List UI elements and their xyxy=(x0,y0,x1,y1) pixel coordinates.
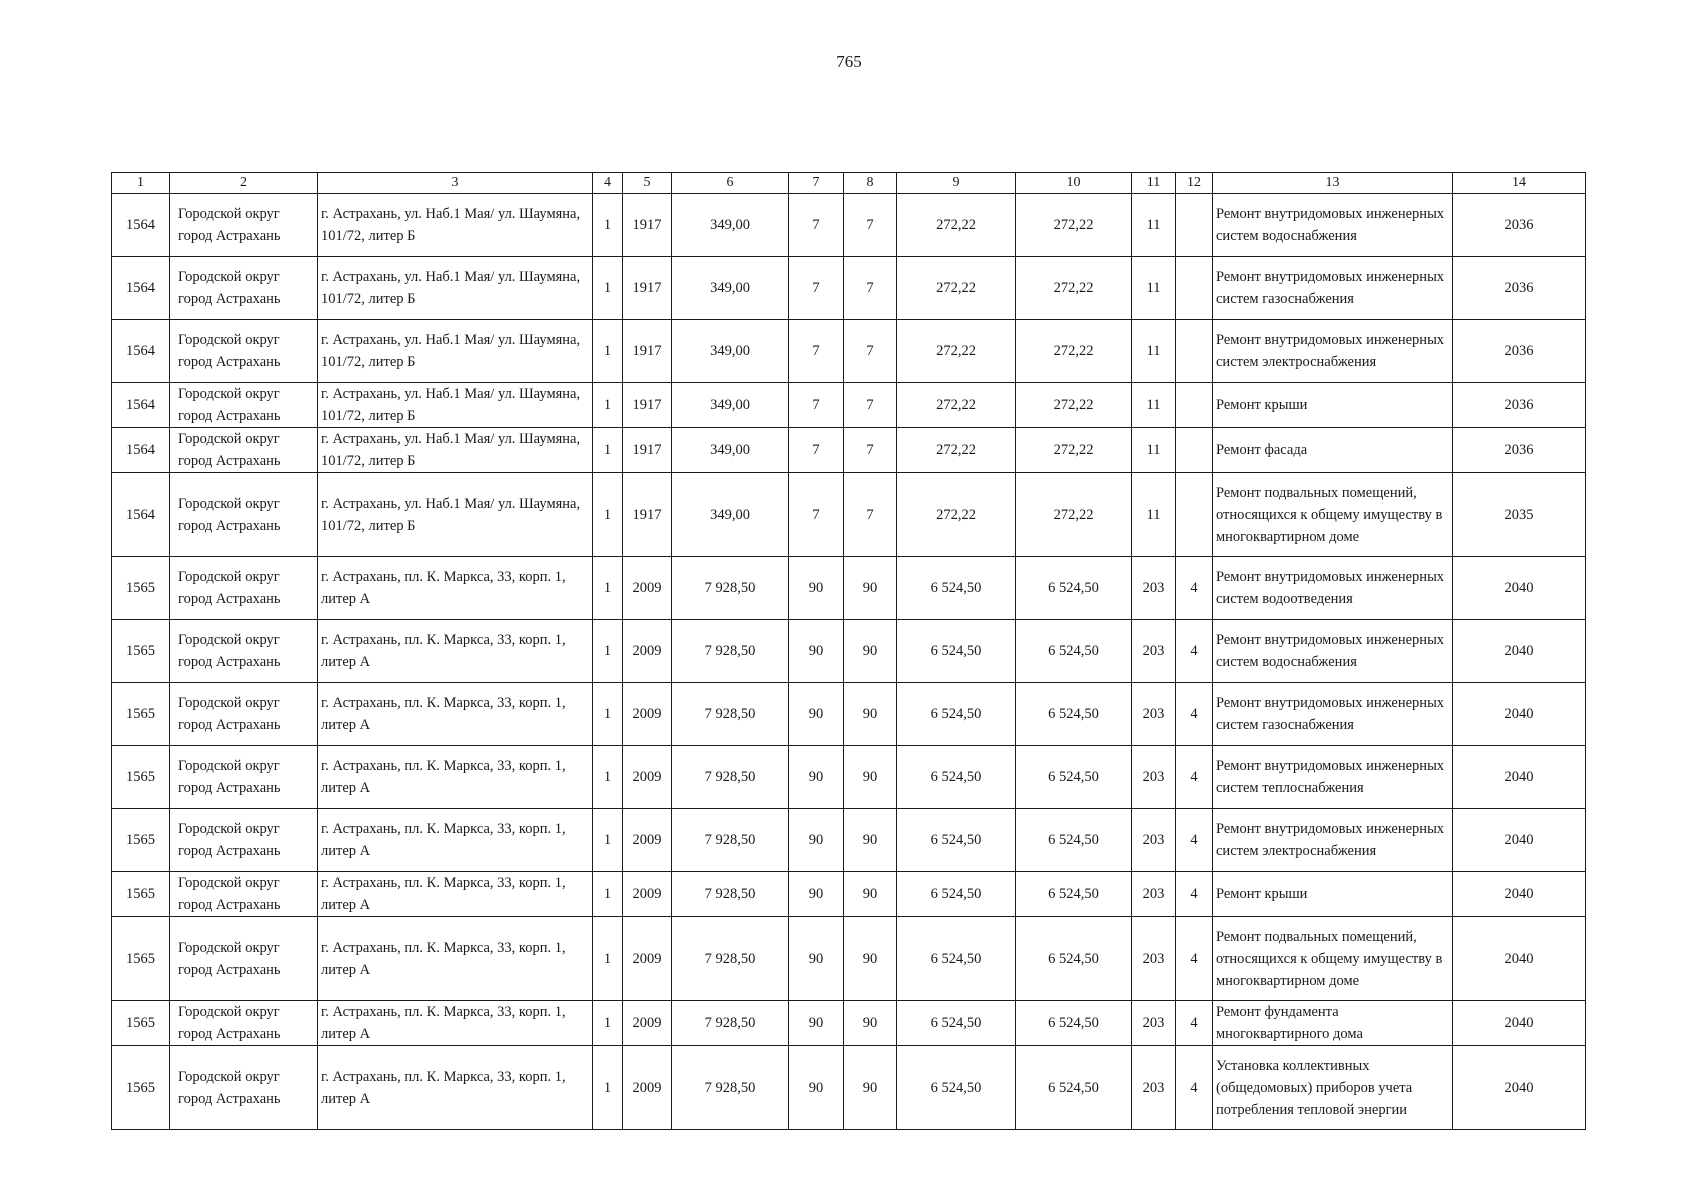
house-id-cell: 1564 xyxy=(112,320,170,383)
area-cell-9: 272,22 xyxy=(897,320,1016,383)
work-type-cell: Ремонт крыши xyxy=(1213,872,1453,917)
cell-7: 7 xyxy=(789,383,844,428)
cell-12 xyxy=(1176,320,1213,383)
year-cell: 1917 xyxy=(623,194,672,257)
area-total-cell: 7 928,50 xyxy=(672,917,789,1001)
qty-cell: 1 xyxy=(593,194,623,257)
work-type-cell: Ремонт внутридомовых инженерных систем водоотведения xyxy=(1213,557,1453,620)
cell-7: 7 xyxy=(789,194,844,257)
house-id-cell: 1565 xyxy=(112,1046,170,1130)
capital-repair-table xyxy=(111,172,1586,1130)
municipality-cell: Городской округ город Астрахань xyxy=(170,620,318,683)
table-row xyxy=(112,557,1586,620)
municipality-cell: Городской округ город Астрахань xyxy=(170,1001,318,1046)
cell-12 xyxy=(1176,428,1213,473)
municipality-cell: Городской округ город Астрахань xyxy=(170,1046,318,1130)
work-type-cell: Ремонт подвальных помещений, относящихся к общему имуществу в многоквартирном доме xyxy=(1213,917,1453,1001)
column-header: 2 xyxy=(170,173,318,194)
column-header: 13 xyxy=(1213,173,1453,194)
cell-12: 4 xyxy=(1176,746,1213,809)
cell-8: 7 xyxy=(844,194,897,257)
column-header: 6 xyxy=(672,173,789,194)
cell-8: 90 xyxy=(844,620,897,683)
residents-cell: 203 xyxy=(1132,872,1176,917)
house-id-cell: 1565 xyxy=(112,809,170,872)
municipality-cell: Городской округ город Астрахань xyxy=(170,809,318,872)
address-cell: г. Астрахань, пл. К. Маркса, 33, корп. 1, литер А xyxy=(318,1046,593,1130)
work-type-cell: Ремонт внутридомовых инженерных систем электроснабжения xyxy=(1213,320,1453,383)
area-cell-9: 6 524,50 xyxy=(897,917,1016,1001)
qty-cell: 1 xyxy=(593,320,623,383)
area-total-cell: 349,00 xyxy=(672,428,789,473)
residents-cell: 11 xyxy=(1132,473,1176,557)
table-row xyxy=(112,428,1586,473)
column-header: 3 xyxy=(318,173,593,194)
residents-cell: 203 xyxy=(1132,917,1176,1001)
cell-8: 90 xyxy=(844,917,897,1001)
municipality-cell: Городской округ город Астрахань xyxy=(170,257,318,320)
year-planned-cell: 2036 xyxy=(1453,257,1586,320)
municipality-cell: Городской округ город Астрахань xyxy=(170,557,318,620)
area-cell-9: 6 524,50 xyxy=(897,1046,1016,1130)
residents-cell: 11 xyxy=(1132,383,1176,428)
column-header: 11 xyxy=(1132,173,1176,194)
municipality-cell: Городской округ город Астрахань xyxy=(170,872,318,917)
cell-8: 90 xyxy=(844,683,897,746)
column-header: 8 xyxy=(844,173,897,194)
area-total-cell: 349,00 xyxy=(672,383,789,428)
table-row xyxy=(112,809,1586,872)
column-header: 14 xyxy=(1453,173,1586,194)
area-cell-9: 272,22 xyxy=(897,428,1016,473)
municipality-cell: Городской округ город Астрахань xyxy=(170,383,318,428)
column-header: 5 xyxy=(623,173,672,194)
table-body xyxy=(112,194,1586,1130)
cell-8: 90 xyxy=(844,1001,897,1046)
area-cell-9: 6 524,50 xyxy=(897,872,1016,917)
table-row xyxy=(112,257,1586,320)
year-planned-cell: 2040 xyxy=(1453,1001,1586,1046)
year-cell: 2009 xyxy=(623,620,672,683)
house-id-cell: 1565 xyxy=(112,1001,170,1046)
address-cell: г. Астрахань, пл. К. Маркса, 33, корп. 1, литер А xyxy=(318,620,593,683)
area-total-cell: 7 928,50 xyxy=(672,1046,789,1130)
municipality-cell: Городской округ город Астрахань xyxy=(170,194,318,257)
cell-7: 90 xyxy=(789,746,844,809)
table-row xyxy=(112,620,1586,683)
table-row xyxy=(112,917,1586,1001)
year-cell: 2009 xyxy=(623,809,672,872)
area-cell-10: 272,22 xyxy=(1016,383,1132,428)
year-planned-cell: 2040 xyxy=(1453,746,1586,809)
residents-cell: 203 xyxy=(1132,1001,1176,1046)
work-type-cell: Ремонт внутридомовых инженерных систем газоснабжения xyxy=(1213,683,1453,746)
house-id-cell: 1564 xyxy=(112,194,170,257)
table-row xyxy=(112,320,1586,383)
qty-cell: 1 xyxy=(593,383,623,428)
year-planned-cell: 2040 xyxy=(1453,557,1586,620)
year-cell: 1917 xyxy=(623,383,672,428)
work-type-cell: Ремонт внутридомовых инженерных систем теплоснабжения xyxy=(1213,746,1453,809)
area-total-cell: 7 928,50 xyxy=(672,746,789,809)
year-planned-cell: 2040 xyxy=(1453,872,1586,917)
residents-cell: 11 xyxy=(1132,257,1176,320)
area-cell-10: 6 524,50 xyxy=(1016,917,1132,1001)
column-header: 12 xyxy=(1176,173,1213,194)
residents-cell: 11 xyxy=(1132,194,1176,257)
address-cell: г. Астрахань, пл. К. Маркса, 33, корп. 1, литер А xyxy=(318,917,593,1001)
year-planned-cell: 2035 xyxy=(1453,473,1586,557)
qty-cell: 1 xyxy=(593,809,623,872)
qty-cell: 1 xyxy=(593,1046,623,1130)
residents-cell: 203 xyxy=(1132,683,1176,746)
table-row xyxy=(112,683,1586,746)
qty-cell: 1 xyxy=(593,917,623,1001)
column-header: 7 xyxy=(789,173,844,194)
area-cell-9: 6 524,50 xyxy=(897,620,1016,683)
area-total-cell: 7 928,50 xyxy=(672,620,789,683)
cell-7: 90 xyxy=(789,917,844,1001)
year-planned-cell: 2040 xyxy=(1453,620,1586,683)
residents-cell: 203 xyxy=(1132,746,1176,809)
address-cell: г. Астрахань, пл. К. Маркса, 33, корп. 1, литер А xyxy=(318,746,593,809)
work-type-cell: Ремонт фасада xyxy=(1213,428,1453,473)
house-id-cell: 1565 xyxy=(112,620,170,683)
municipality-cell: Городской округ город Астрахань xyxy=(170,320,318,383)
year-planned-cell: 2036 xyxy=(1453,194,1586,257)
cell-7: 7 xyxy=(789,473,844,557)
cell-7: 90 xyxy=(789,872,844,917)
table-row xyxy=(112,473,1586,557)
address-cell: г. Астрахань, ул. Наб.1 Мая/ ул. Шаумяна, 101/72, литер Б xyxy=(318,320,593,383)
cell-8: 7 xyxy=(844,257,897,320)
municipality-cell: Городской округ город Астрахань xyxy=(170,917,318,1001)
cell-7: 7 xyxy=(789,257,844,320)
year-cell: 2009 xyxy=(623,557,672,620)
area-cell-10: 272,22 xyxy=(1016,320,1132,383)
cell-12: 4 xyxy=(1176,809,1213,872)
area-total-cell: 7 928,50 xyxy=(672,1001,789,1046)
area-cell-10: 272,22 xyxy=(1016,257,1132,320)
house-id-cell: 1564 xyxy=(112,383,170,428)
table-row xyxy=(112,872,1586,917)
address-cell: г. Астрахань, ул. Наб.1 Мая/ ул. Шаумяна, 101/72, литер Б xyxy=(318,383,593,428)
column-header: 4 xyxy=(593,173,623,194)
qty-cell: 1 xyxy=(593,473,623,557)
table-row xyxy=(112,194,1586,257)
area-cell-10: 6 524,50 xyxy=(1016,746,1132,809)
area-cell-10: 6 524,50 xyxy=(1016,1001,1132,1046)
area-cell-9: 6 524,50 xyxy=(897,683,1016,746)
work-type-cell: Ремонт подвальных помещений, относящихся к общему имуществу в многоквартирном доме xyxy=(1213,473,1453,557)
year-cell: 1917 xyxy=(623,473,672,557)
house-id-cell: 1564 xyxy=(112,473,170,557)
work-type-cell: Ремонт фундамента многоквартирного дома xyxy=(1213,1001,1453,1046)
cell-8: 90 xyxy=(844,809,897,872)
residents-cell: 203 xyxy=(1132,557,1176,620)
area-cell-9: 272,22 xyxy=(897,383,1016,428)
work-type-cell: Установка коллективных (общедомовых) приборов учета потребления тепловой энергии xyxy=(1213,1046,1453,1130)
year-planned-cell: 2040 xyxy=(1453,917,1586,1001)
residents-cell: 203 xyxy=(1132,1046,1176,1130)
house-id-cell: 1565 xyxy=(112,872,170,917)
area-total-cell: 349,00 xyxy=(672,194,789,257)
table-row xyxy=(112,383,1586,428)
work-type-cell: Ремонт внутридомовых инженерных систем водоснабжения xyxy=(1213,194,1453,257)
address-cell: г. Астрахань, ул. Наб.1 Мая/ ул. Шаумяна, 101/72, литер Б xyxy=(318,257,593,320)
qty-cell: 1 xyxy=(593,872,623,917)
area-total-cell: 7 928,50 xyxy=(672,683,789,746)
column-header: 10 xyxy=(1016,173,1132,194)
year-cell: 2009 xyxy=(623,1001,672,1046)
address-cell: г. Астрахань, пл. К. Маркса, 33, корп. 1, литер А xyxy=(318,557,593,620)
municipality-cell: Городской округ город Астрахань xyxy=(170,746,318,809)
area-total-cell: 7 928,50 xyxy=(672,557,789,620)
year-cell: 2009 xyxy=(623,1046,672,1130)
municipality-cell: Городской округ город Астрахань xyxy=(170,683,318,746)
residents-cell: 203 xyxy=(1132,620,1176,683)
year-cell: 2009 xyxy=(623,917,672,1001)
house-id-cell: 1564 xyxy=(112,428,170,473)
area-cell-10: 6 524,50 xyxy=(1016,809,1132,872)
municipality-cell: Городской округ город Астрахань xyxy=(170,428,318,473)
residents-cell: 11 xyxy=(1132,428,1176,473)
qty-cell: 1 xyxy=(593,746,623,809)
cell-7: 7 xyxy=(789,428,844,473)
cell-7: 90 xyxy=(789,1001,844,1046)
house-id-cell: 1565 xyxy=(112,683,170,746)
year-cell: 1917 xyxy=(623,320,672,383)
work-type-cell: Ремонт внутридомовых инженерных систем электроснабжения xyxy=(1213,809,1453,872)
area-cell-9: 272,22 xyxy=(897,194,1016,257)
house-id-cell: 1564 xyxy=(112,257,170,320)
address-cell: г. Астрахань, пл. К. Маркса, 33, корп. 1, литер А xyxy=(318,1001,593,1046)
work-type-cell: Ремонт внутридомовых инженерных систем водоснабжения xyxy=(1213,620,1453,683)
area-cell-10: 6 524,50 xyxy=(1016,1046,1132,1130)
cell-7: 90 xyxy=(789,809,844,872)
table-row xyxy=(112,1046,1586,1130)
cell-8: 90 xyxy=(844,1046,897,1130)
area-cell-10: 6 524,50 xyxy=(1016,683,1132,746)
area-cell-10: 272,22 xyxy=(1016,473,1132,557)
qty-cell: 1 xyxy=(593,620,623,683)
area-cell-9: 272,22 xyxy=(897,257,1016,320)
area-cell-10: 272,22 xyxy=(1016,428,1132,473)
cell-12: 4 xyxy=(1176,557,1213,620)
table-row xyxy=(112,1001,1586,1046)
year-planned-cell: 2036 xyxy=(1453,320,1586,383)
area-total-cell: 7 928,50 xyxy=(672,809,789,872)
year-cell: 2009 xyxy=(623,683,672,746)
cell-12: 4 xyxy=(1176,620,1213,683)
qty-cell: 1 xyxy=(593,557,623,620)
year-cell: 2009 xyxy=(623,872,672,917)
cell-7: 90 xyxy=(789,683,844,746)
area-total-cell: 349,00 xyxy=(672,320,789,383)
address-cell: г. Астрахань, пл. К. Маркса, 33, корп. 1, литер А xyxy=(318,809,593,872)
cell-12 xyxy=(1176,194,1213,257)
year-planned-cell: 2040 xyxy=(1453,809,1586,872)
area-total-cell: 7 928,50 xyxy=(672,872,789,917)
year-planned-cell: 2040 xyxy=(1453,1046,1586,1130)
work-type-cell: Ремонт внутридомовых инженерных систем газоснабжения xyxy=(1213,257,1453,320)
area-cell-9: 272,22 xyxy=(897,473,1016,557)
qty-cell: 1 xyxy=(593,428,623,473)
house-id-cell: 1565 xyxy=(112,917,170,1001)
area-cell-9: 6 524,50 xyxy=(897,809,1016,872)
municipality-cell: Городской округ город Астрахань xyxy=(170,473,318,557)
cell-8: 90 xyxy=(844,557,897,620)
area-total-cell: 349,00 xyxy=(672,473,789,557)
cell-12: 4 xyxy=(1176,1046,1213,1130)
cell-8: 7 xyxy=(844,383,897,428)
cell-12: 4 xyxy=(1176,683,1213,746)
area-cell-9: 6 524,50 xyxy=(897,557,1016,620)
cell-8: 7 xyxy=(844,473,897,557)
year-cell: 1917 xyxy=(623,428,672,473)
cell-12: 4 xyxy=(1176,1001,1213,1046)
cell-7: 90 xyxy=(789,557,844,620)
cell-12 xyxy=(1176,383,1213,428)
residents-cell: 11 xyxy=(1132,320,1176,383)
area-cell-10: 6 524,50 xyxy=(1016,872,1132,917)
residents-cell: 203 xyxy=(1132,809,1176,872)
page-number: 765 xyxy=(836,52,862,71)
cell-12 xyxy=(1176,473,1213,557)
qty-cell: 1 xyxy=(593,1001,623,1046)
address-cell: г. Астрахань, ул. Наб.1 Мая/ ул. Шаумяна, 101/72, литер Б xyxy=(318,428,593,473)
cell-8: 90 xyxy=(844,746,897,809)
cell-7: 90 xyxy=(789,620,844,683)
qty-cell: 1 xyxy=(593,257,623,320)
qty-cell: 1 xyxy=(593,683,623,746)
cell-8: 7 xyxy=(844,428,897,473)
table-row xyxy=(112,746,1586,809)
house-id-cell: 1565 xyxy=(112,557,170,620)
year-planned-cell: 2036 xyxy=(1453,428,1586,473)
address-cell: г. Астрахань, пл. К. Маркса, 33, корп. 1, литер А xyxy=(318,872,593,917)
area-cell-9: 6 524,50 xyxy=(897,746,1016,809)
cell-12 xyxy=(1176,257,1213,320)
year-planned-cell: 2036 xyxy=(1453,383,1586,428)
area-cell-10: 272,22 xyxy=(1016,194,1132,257)
house-id-cell: 1565 xyxy=(112,746,170,809)
cell-7: 7 xyxy=(789,320,844,383)
area-cell-9: 6 524,50 xyxy=(897,1001,1016,1046)
cell-8: 7 xyxy=(844,320,897,383)
work-type-cell: Ремонт крыши xyxy=(1213,383,1453,428)
area-cell-10: 6 524,50 xyxy=(1016,620,1132,683)
address-cell: г. Астрахань, ул. Наб.1 Мая/ ул. Шаумяна, 101/72, литер Б xyxy=(318,194,593,257)
cell-12: 4 xyxy=(1176,917,1213,1001)
area-total-cell: 349,00 xyxy=(672,257,789,320)
address-cell: г. Астрахань, пл. К. Маркса, 33, корп. 1, литер А xyxy=(318,683,593,746)
column-header: 9 xyxy=(897,173,1016,194)
year-planned-cell: 2040 xyxy=(1453,683,1586,746)
year-cell: 1917 xyxy=(623,257,672,320)
cell-7: 90 xyxy=(789,1046,844,1130)
column-header: 1 xyxy=(112,173,170,194)
column-number-row xyxy=(112,173,1586,194)
area-cell-10: 6 524,50 xyxy=(1016,557,1132,620)
cell-12: 4 xyxy=(1176,872,1213,917)
address-cell: г. Астрахань, ул. Наб.1 Мая/ ул. Шаумяна, 101/72, литер Б xyxy=(318,473,593,557)
year-cell: 2009 xyxy=(623,746,672,809)
cell-8: 90 xyxy=(844,872,897,917)
